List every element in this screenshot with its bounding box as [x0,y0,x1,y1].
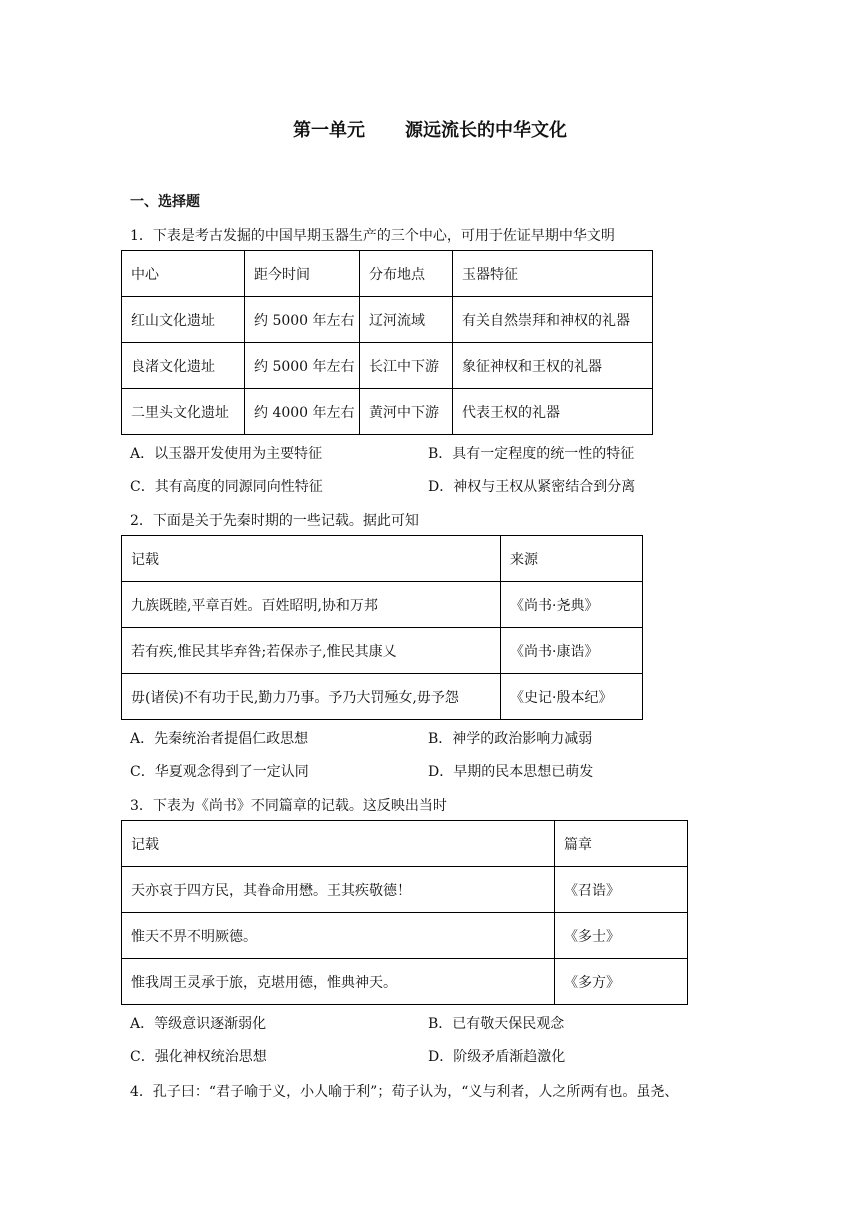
option-c: C．强化神权统治思想 [130,1049,267,1065]
table-row [122,959,688,1005]
option-b: B．神学的政治影响力减弱 [428,731,593,747]
table-cell: 良渚文化遗址 [122,343,245,389]
option-c: C．其有高度的同源同向性特征 [130,479,323,495]
table-cell: 若有疾,惟民其毕弃咎;若保赤子,惟民其康乂 [122,628,501,674]
table-row [122,582,643,628]
option-a: A．等级意识逐渐弱化 [130,1016,267,1032]
table-cell: 九族既睦,平章百姓。百姓昭明,协和万邦 [122,582,501,628]
table-header: 篇章 [555,821,688,867]
table-row [122,674,643,720]
option-b: B．已有敬天保民观念 [428,1016,565,1032]
table-cell: 红山文化遗址 [122,297,245,343]
table-header: 记载 [122,536,501,582]
table-row [122,297,653,343]
table-cell: 《尚书·康诰》 [501,628,643,674]
table-cell: 《史记·殷本纪》 [501,674,643,720]
table-cell: 长江中下游 [360,343,453,389]
option-a: A．以玉器开发使用为主要特征 [130,446,323,462]
table-header: 记载 [122,821,555,867]
table-header: 来源 [501,536,643,582]
unit-label: 第一单元 [293,120,365,141]
table-cell: 有关自然崇拜和神权的礼器 [453,297,653,343]
question-2-table [121,535,643,720]
table-header-row [122,536,643,582]
table-row [122,389,653,435]
table-header-row [122,821,688,867]
table-cell: 约 5000 年左右 [245,343,360,389]
table-cell: 辽河流域 [360,297,453,343]
table-row [122,628,643,674]
table-cell: 惟天不畀不明厥德。 [122,913,555,959]
question-1-stem: 1．下表是考古发掘的中国早期玉器生产的三个中心，可用于佐证早期中华文明 [130,228,615,244]
table-header: 距今时间 [245,251,360,297]
question-3-stem: 3．下表为《尚书》不同篇章的记载。这反映出当时 [130,798,447,814]
option-b: B．具有一定程度的统一性的特征 [428,446,635,462]
table-cell: 毋(诸侯)不有功于民,勤力乃事。予乃大罚殛女,毋予怨 [122,674,501,720]
question-1-table [121,250,653,435]
table-cell: 代表王权的礼器 [453,389,653,435]
page-title [0,116,860,142]
table-cell: 二里头文化遗址 [122,389,245,435]
table-row [122,867,688,913]
section-heading: 一、选择题 [130,194,200,210]
table-cell: 约 4000 年左右 [245,389,360,435]
table-header: 玉器特征 [453,251,653,297]
table-row [122,913,688,959]
table-header: 分布地点 [360,251,453,297]
table-cell: 约 5000 年左右 [245,297,360,343]
table-cell: 《召诰》 [555,867,688,913]
table-cell: 惟我周王灵承于旅，克堪用德，惟典神天。 [122,959,555,1005]
table-header: 中心 [122,251,245,297]
question-4-stem: 4．孔子曰：“君子喻于义，小人喻于利”；荀子认为，“义与利者，人之所两有也。虽尧、 [130,1084,679,1100]
question-3-table [121,820,688,1005]
question-2-stem: 2．下面是关于先秦时期的一些记载。据此可知 [130,513,419,529]
table-cell: 黄河中下游 [360,389,453,435]
table-cell: 天亦哀于四方民，其眷命用懋。王其疾敬德！ [122,867,555,913]
option-c: C．华夏观念得到了一定认同 [130,764,309,780]
table-header-row [122,251,653,297]
table-cell: 《多方》 [555,959,688,1005]
option-d: D．神权与王权从紧密结合到分离 [428,479,636,495]
table-row [122,343,653,389]
option-a: A．先秦统治者提倡仁政思想 [130,731,309,747]
table-cell: 《多士》 [555,913,688,959]
option-d: D．阶级矛盾渐趋激化 [428,1049,566,1065]
unit-name: 源远流长的中华文化 [405,120,567,141]
option-d: D．早期的民本思想已萌发 [428,764,594,780]
table-cell: 象征神权和王权的礼器 [453,343,653,389]
table-cell: 《尚书·尧典》 [501,582,643,628]
